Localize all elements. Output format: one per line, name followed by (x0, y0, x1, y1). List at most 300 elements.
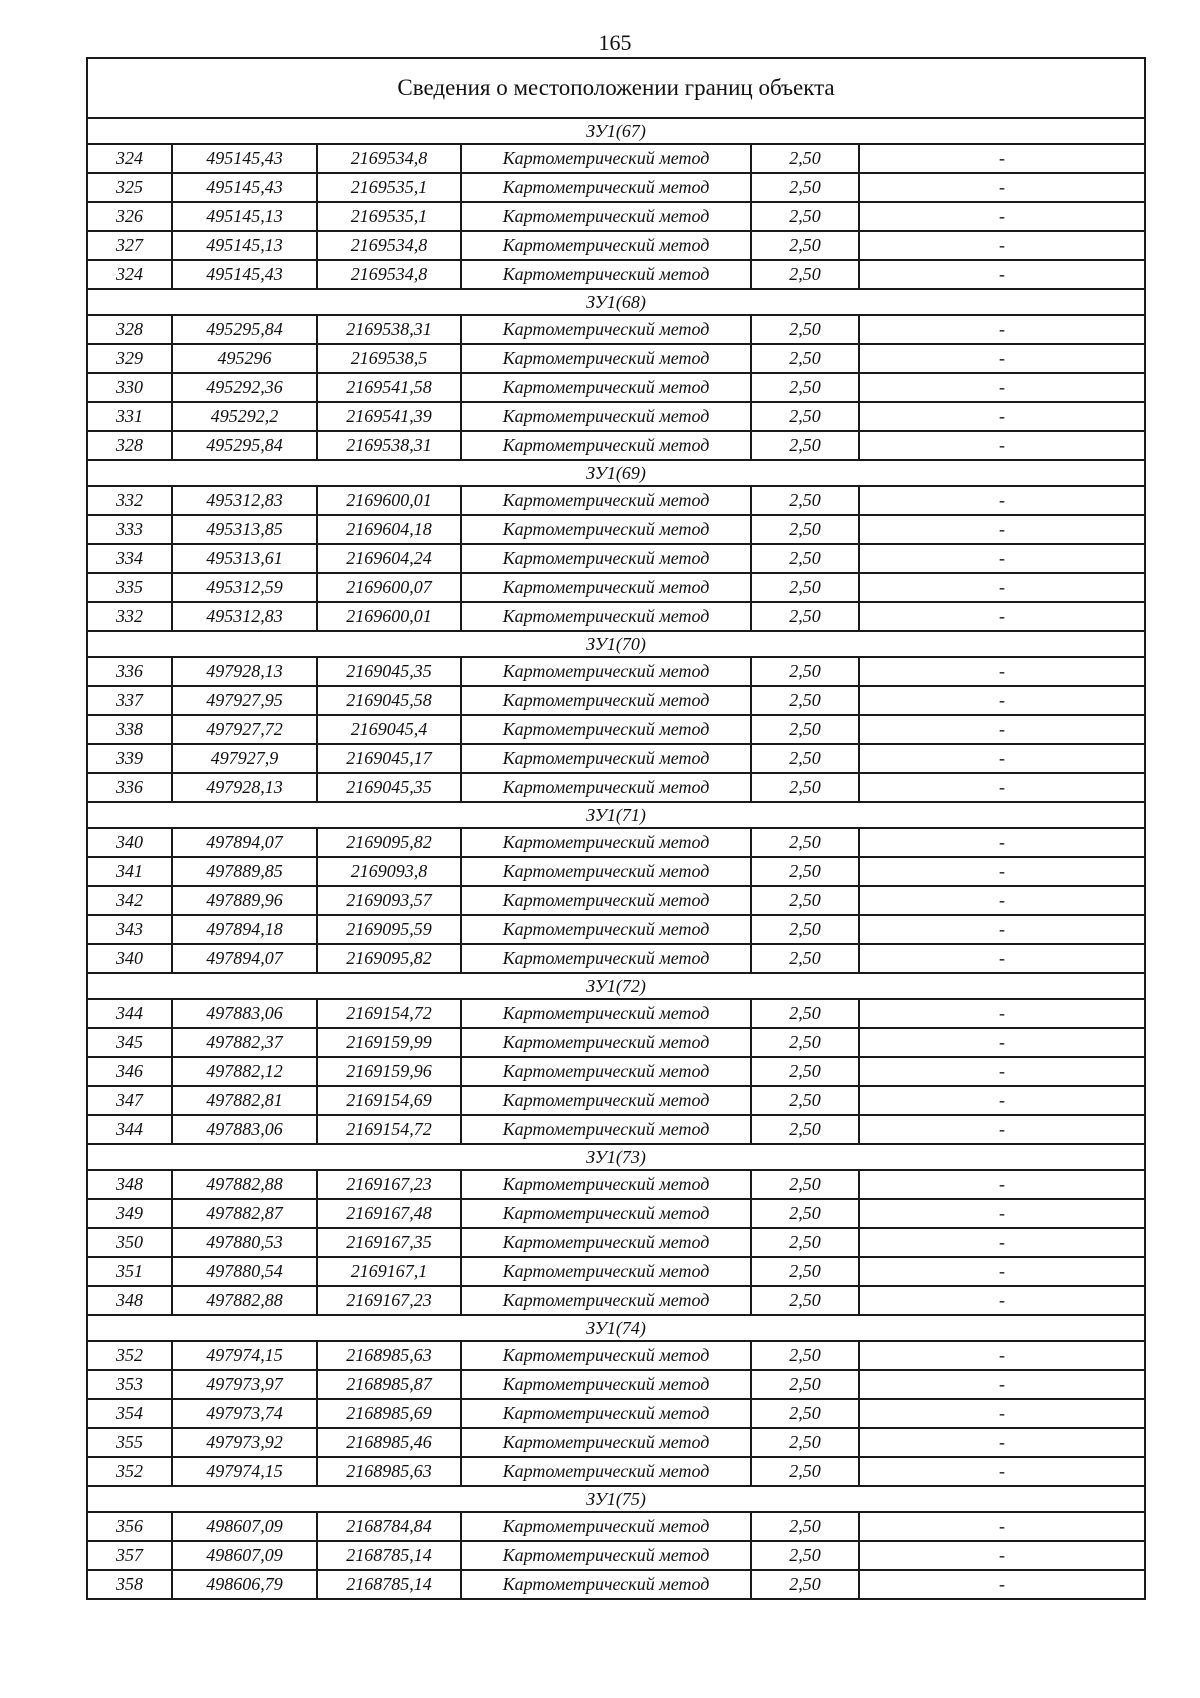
point-number-cell: 336 (87, 773, 172, 802)
point-number-cell: 357 (87, 1541, 172, 1570)
x-coordinate-cell: 497894,07 (172, 944, 317, 973)
point-number-cell: 353 (87, 1370, 172, 1399)
x-coordinate-cell: 495145,13 (172, 202, 317, 231)
accuracy-cell: 2,50 (751, 1228, 859, 1257)
description-cell: - (859, 886, 1145, 915)
point-number-cell: 348 (87, 1170, 172, 1199)
accuracy-cell: 2,50 (751, 1057, 859, 1086)
method-cell: Картометрический метод (461, 602, 751, 631)
x-coordinate-cell: 497927,9 (172, 744, 317, 773)
y-coordinate-cell: 2169541,58 (317, 373, 461, 402)
y-coordinate-cell: 2169045,17 (317, 744, 461, 773)
description-cell: - (859, 1428, 1145, 1457)
x-coordinate-cell: 497882,87 (172, 1199, 317, 1228)
y-coordinate-cell: 2169534,8 (317, 231, 461, 260)
point-number-cell: 344 (87, 1115, 172, 1144)
table-row (87, 402, 1145, 431)
table-row (87, 1086, 1145, 1115)
y-coordinate-cell: 2169045,35 (317, 773, 461, 802)
method-cell: Картометрический метод (461, 1570, 751, 1599)
table-row (87, 1170, 1145, 1199)
point-number-cell: 324 (87, 144, 172, 173)
y-coordinate-cell: 2168985,87 (317, 1370, 461, 1399)
method-cell: Картометрический метод (461, 1512, 751, 1541)
point-number-cell: 338 (87, 715, 172, 744)
point-number-cell: 325 (87, 173, 172, 202)
table-row (87, 744, 1145, 773)
y-coordinate-cell: 2168785,14 (317, 1541, 461, 1570)
y-coordinate-cell: 2169093,8 (317, 857, 461, 886)
method-cell: Картометрический метод (461, 173, 751, 202)
description-cell: - (859, 344, 1145, 373)
method-cell: Картометрический метод (461, 1286, 751, 1315)
x-coordinate-cell: 495312,83 (172, 486, 317, 515)
point-number-cell: 348 (87, 1286, 172, 1315)
method-cell: Картометрический метод (461, 915, 751, 944)
table-row (87, 1399, 1145, 1428)
y-coordinate-cell: 2169604,18 (317, 515, 461, 544)
x-coordinate-cell: 497974,15 (172, 1457, 317, 1486)
point-number-cell: 355 (87, 1428, 172, 1457)
point-number-cell: 337 (87, 686, 172, 715)
accuracy-cell: 2,50 (751, 1428, 859, 1457)
y-coordinate-cell: 2169541,39 (317, 402, 461, 431)
y-coordinate-cell: 2168985,46 (317, 1428, 461, 1457)
group-header-row (87, 973, 1145, 999)
method-cell: Картометрический метод (461, 373, 751, 402)
y-coordinate-cell: 2169535,1 (317, 202, 461, 231)
x-coordinate-cell: 495145,13 (172, 231, 317, 260)
x-coordinate-cell: 495292,2 (172, 402, 317, 431)
description-cell: - (859, 1228, 1145, 1257)
y-coordinate-cell: 2169538,31 (317, 315, 461, 344)
method-cell: Картометрический метод (461, 515, 751, 544)
y-coordinate-cell: 2168985,69 (317, 1399, 461, 1428)
x-coordinate-cell: 497882,88 (172, 1170, 317, 1199)
accuracy-cell: 2,50 (751, 431, 859, 460)
accuracy-cell: 2,50 (751, 773, 859, 802)
table-row (87, 773, 1145, 802)
method-cell: Картометрический метод (461, 431, 751, 460)
accuracy-cell: 2,50 (751, 1086, 859, 1115)
x-coordinate-cell: 497974,15 (172, 1341, 317, 1370)
description-cell: - (859, 1457, 1145, 1486)
point-number-cell: 340 (87, 828, 172, 857)
x-coordinate-cell: 497927,95 (172, 686, 317, 715)
group-header-row (87, 1144, 1145, 1170)
description-cell: - (859, 260, 1145, 289)
method-cell: Картометрический метод (461, 857, 751, 886)
y-coordinate-cell: 2168985,63 (317, 1457, 461, 1486)
method-cell: Картометрический метод (461, 231, 751, 260)
table-row (87, 544, 1145, 573)
description-cell: - (859, 1028, 1145, 1057)
description-cell: - (859, 944, 1145, 973)
y-coordinate-cell: 2169538,5 (317, 344, 461, 373)
method-cell: Картометрический метод (461, 1170, 751, 1199)
accuracy-cell: 2,50 (751, 1541, 859, 1570)
accuracy-cell: 2,50 (751, 857, 859, 886)
description-cell: - (859, 1286, 1145, 1315)
group-label: ЗУ1(70) (87, 631, 1145, 657)
y-coordinate-cell: 2168785,14 (317, 1570, 461, 1599)
point-number-cell: 331 (87, 402, 172, 431)
table-row (87, 915, 1145, 944)
description-cell: - (859, 202, 1145, 231)
table-row (87, 657, 1145, 686)
group-label: ЗУ1(72) (87, 973, 1145, 999)
table-row (87, 315, 1145, 344)
table-row (87, 1286, 1145, 1315)
point-number-cell: 335 (87, 573, 172, 602)
method-cell: Картометрический метод (461, 1457, 751, 1486)
x-coordinate-cell: 495313,85 (172, 515, 317, 544)
method-cell: Картометрический метод (461, 260, 751, 289)
description-cell: - (859, 315, 1145, 344)
method-cell: Картометрический метод (461, 657, 751, 686)
method-cell: Картометрический метод (461, 1257, 751, 1286)
table-row (87, 944, 1145, 973)
x-coordinate-cell: 497928,13 (172, 657, 317, 686)
table-row (87, 260, 1145, 289)
method-cell: Картометрический метод (461, 573, 751, 602)
method-cell: Картометрический метод (461, 202, 751, 231)
x-coordinate-cell: 498606,79 (172, 1570, 317, 1599)
description-cell: - (859, 1341, 1145, 1370)
accuracy-cell: 2,50 (751, 573, 859, 602)
accuracy-cell: 2,50 (751, 602, 859, 631)
x-coordinate-cell: 495145,43 (172, 144, 317, 173)
accuracy-cell: 2,50 (751, 886, 859, 915)
description-cell: - (859, 715, 1145, 744)
method-cell: Картометрический метод (461, 1428, 751, 1457)
x-coordinate-cell: 495145,43 (172, 260, 317, 289)
accuracy-cell: 2,50 (751, 1199, 859, 1228)
table-row (87, 602, 1145, 631)
accuracy-cell: 2,50 (751, 202, 859, 231)
method-cell: Картометрический метод (461, 402, 751, 431)
table-row (87, 202, 1145, 231)
x-coordinate-cell: 495295,84 (172, 315, 317, 344)
accuracy-cell: 2,50 (751, 231, 859, 260)
table-row (87, 828, 1145, 857)
y-coordinate-cell: 2168985,63 (317, 1341, 461, 1370)
description-cell: - (859, 857, 1145, 886)
y-coordinate-cell: 2168784,84 (317, 1512, 461, 1541)
x-coordinate-cell: 495296 (172, 344, 317, 373)
accuracy-cell: 2,50 (751, 515, 859, 544)
point-number-cell: 346 (87, 1057, 172, 1086)
table-row (87, 486, 1145, 515)
description-cell: - (859, 657, 1145, 686)
x-coordinate-cell: 495312,83 (172, 602, 317, 631)
table-row (87, 686, 1145, 715)
table-row (87, 999, 1145, 1028)
table-row (87, 431, 1145, 460)
point-number-cell: 345 (87, 1028, 172, 1057)
y-coordinate-cell: 2169095,59 (317, 915, 461, 944)
y-coordinate-cell: 2169534,8 (317, 260, 461, 289)
description-cell: - (859, 173, 1145, 202)
x-coordinate-cell: 497882,81 (172, 1086, 317, 1115)
point-number-cell: 354 (87, 1399, 172, 1428)
x-coordinate-cell: 495292,36 (172, 373, 317, 402)
description-cell: - (859, 1199, 1145, 1228)
group-header-row (87, 1486, 1145, 1512)
y-coordinate-cell: 2169600,01 (317, 486, 461, 515)
accuracy-cell: 2,50 (751, 1512, 859, 1541)
y-coordinate-cell: 2169167,48 (317, 1199, 461, 1228)
point-number-cell: 328 (87, 315, 172, 344)
table-row (87, 173, 1145, 202)
method-cell: Картометрический метод (461, 1370, 751, 1399)
method-cell: Картометрический метод (461, 315, 751, 344)
table-row (87, 573, 1145, 602)
point-number-cell: 347 (87, 1086, 172, 1115)
description-cell: - (859, 828, 1145, 857)
y-coordinate-cell: 2169167,35 (317, 1228, 461, 1257)
table-row (87, 1228, 1145, 1257)
accuracy-cell: 2,50 (751, 1370, 859, 1399)
group-header-row (87, 1315, 1145, 1341)
description-cell: - (859, 744, 1145, 773)
description-cell: - (859, 1170, 1145, 1199)
y-coordinate-cell: 2169159,96 (317, 1057, 461, 1086)
accuracy-cell: 2,50 (751, 173, 859, 202)
description-cell: - (859, 431, 1145, 460)
point-number-cell: 330 (87, 373, 172, 402)
point-number-cell: 342 (87, 886, 172, 915)
group-header-row (87, 460, 1145, 486)
point-number-cell: 341 (87, 857, 172, 886)
x-coordinate-cell: 497880,54 (172, 1257, 317, 1286)
method-cell: Картометрический метод (461, 1341, 751, 1370)
y-coordinate-cell: 2169095,82 (317, 828, 461, 857)
group-label: ЗУ1(68) (87, 289, 1145, 315)
y-coordinate-cell: 2169167,23 (317, 1286, 461, 1315)
point-number-cell: 349 (87, 1199, 172, 1228)
point-number-cell: 340 (87, 944, 172, 973)
point-number-cell: 336 (87, 657, 172, 686)
x-coordinate-cell: 497882,88 (172, 1286, 317, 1315)
y-coordinate-cell: 2169095,82 (317, 944, 461, 973)
description-cell: - (859, 602, 1145, 631)
x-coordinate-cell: 497928,13 (172, 773, 317, 802)
point-number-cell: 332 (87, 486, 172, 515)
group-label: ЗУ1(67) (87, 118, 1145, 144)
group-label: ЗУ1(71) (87, 802, 1145, 828)
table-row (87, 344, 1145, 373)
table-row (87, 1199, 1145, 1228)
accuracy-cell: 2,50 (751, 1399, 859, 1428)
method-cell: Картометрический метод (461, 886, 751, 915)
table-title: Сведения о местоположении границ объекта (87, 58, 1145, 118)
y-coordinate-cell: 2169159,99 (317, 1028, 461, 1057)
y-coordinate-cell: 2169045,58 (317, 686, 461, 715)
accuracy-cell: 2,50 (751, 1028, 859, 1057)
description-cell: - (859, 999, 1145, 1028)
point-number-cell: 332 (87, 602, 172, 631)
accuracy-cell: 2,50 (751, 715, 859, 744)
accuracy-cell: 2,50 (751, 344, 859, 373)
point-number-cell: 358 (87, 1570, 172, 1599)
table-row (87, 1428, 1145, 1457)
description-cell: - (859, 1570, 1145, 1599)
y-coordinate-cell: 2169045,4 (317, 715, 461, 744)
description-cell: - (859, 1370, 1145, 1399)
x-coordinate-cell: 495145,43 (172, 173, 317, 202)
description-cell: - (859, 373, 1145, 402)
point-number-cell: 352 (87, 1341, 172, 1370)
point-number-cell: 350 (87, 1228, 172, 1257)
point-number-cell: 352 (87, 1457, 172, 1486)
accuracy-cell: 2,50 (751, 1115, 859, 1144)
method-cell: Картометрический метод (461, 1228, 751, 1257)
accuracy-cell: 2,50 (751, 373, 859, 402)
method-cell: Картометрический метод (461, 715, 751, 744)
y-coordinate-cell: 2169154,72 (317, 999, 461, 1028)
accuracy-cell: 2,50 (751, 1257, 859, 1286)
description-cell: - (859, 1541, 1145, 1570)
method-cell: Картометрический метод (461, 1399, 751, 1428)
y-coordinate-cell: 2169600,01 (317, 602, 461, 631)
table-row (87, 515, 1145, 544)
group-header-row (87, 631, 1145, 657)
method-cell: Картометрический метод (461, 544, 751, 573)
method-cell: Картометрический метод (461, 1028, 751, 1057)
description-cell: - (859, 1399, 1145, 1428)
table-row (87, 231, 1145, 260)
description-cell: - (859, 1512, 1145, 1541)
boundary-table (86, 57, 1146, 1600)
accuracy-cell: 2,50 (751, 1341, 859, 1370)
table-row (87, 857, 1145, 886)
point-number-cell: 351 (87, 1257, 172, 1286)
accuracy-cell: 2,50 (751, 1170, 859, 1199)
table-row (87, 1341, 1145, 1370)
y-coordinate-cell: 2169538,31 (317, 431, 461, 460)
x-coordinate-cell: 497927,72 (172, 715, 317, 744)
y-coordinate-cell: 2169154,69 (317, 1086, 461, 1115)
accuracy-cell: 2,50 (751, 1570, 859, 1599)
point-number-cell: 329 (87, 344, 172, 373)
x-coordinate-cell: 497973,74 (172, 1399, 317, 1428)
table-row (87, 144, 1145, 173)
accuracy-cell: 2,50 (751, 744, 859, 773)
description-cell: - (859, 515, 1145, 544)
description-cell: - (859, 573, 1145, 602)
method-cell: Картометрический метод (461, 828, 751, 857)
y-coordinate-cell: 2169535,1 (317, 173, 461, 202)
description-cell: - (859, 402, 1145, 431)
x-coordinate-cell: 497889,96 (172, 886, 317, 915)
x-coordinate-cell: 497973,97 (172, 1370, 317, 1399)
x-coordinate-cell: 498607,09 (172, 1541, 317, 1570)
method-cell: Картометрический метод (461, 344, 751, 373)
group-label: ЗУ1(75) (87, 1486, 1145, 1512)
method-cell: Картометрический метод (461, 773, 751, 802)
description-cell: - (859, 544, 1145, 573)
point-number-cell: 343 (87, 915, 172, 944)
table-row (87, 1370, 1145, 1399)
method-cell: Картометрический метод (461, 1115, 751, 1144)
group-label: ЗУ1(69) (87, 460, 1145, 486)
method-cell: Картометрический метод (461, 744, 751, 773)
page-number: 165 (598, 30, 632, 55)
x-coordinate-cell: 498607,09 (172, 1512, 317, 1541)
y-coordinate-cell: 2169167,23 (317, 1170, 461, 1199)
group-header-row (87, 118, 1145, 144)
accuracy-cell: 2,50 (751, 544, 859, 573)
accuracy-cell: 2,50 (751, 944, 859, 973)
table-title-row (87, 58, 1145, 118)
accuracy-cell: 2,50 (751, 315, 859, 344)
table-row (87, 1457, 1145, 1486)
table-row (87, 715, 1145, 744)
description-cell: - (859, 1057, 1145, 1086)
description-cell: - (859, 231, 1145, 260)
x-coordinate-cell: 497882,12 (172, 1057, 317, 1086)
accuracy-cell: 2,50 (751, 1457, 859, 1486)
table-row (87, 1512, 1145, 1541)
point-number-cell: 356 (87, 1512, 172, 1541)
table-row (87, 1028, 1145, 1057)
accuracy-cell: 2,50 (751, 144, 859, 173)
method-cell: Картометрический метод (461, 1541, 751, 1570)
table-body (87, 58, 1145, 1599)
y-coordinate-cell: 2169167,1 (317, 1257, 461, 1286)
point-number-cell: 328 (87, 431, 172, 460)
point-number-cell: 327 (87, 231, 172, 260)
method-cell: Картометрический метод (461, 1057, 751, 1086)
description-cell: - (859, 1115, 1145, 1144)
y-coordinate-cell: 2169045,35 (317, 657, 461, 686)
method-cell: Картометрический метод (461, 1199, 751, 1228)
accuracy-cell: 2,50 (751, 486, 859, 515)
description-cell: - (859, 773, 1145, 802)
point-number-cell: 333 (87, 515, 172, 544)
description-cell: - (859, 915, 1145, 944)
description-cell: - (859, 144, 1145, 173)
description-cell: - (859, 686, 1145, 715)
method-cell: Картометрический метод (461, 1086, 751, 1115)
method-cell: Картометрический метод (461, 144, 751, 173)
method-cell: Картометрический метод (461, 999, 751, 1028)
group-header-row (87, 289, 1145, 315)
accuracy-cell: 2,50 (751, 657, 859, 686)
table-row (87, 1257, 1145, 1286)
x-coordinate-cell: 495312,59 (172, 573, 317, 602)
x-coordinate-cell: 497883,06 (172, 1115, 317, 1144)
y-coordinate-cell: 2169604,24 (317, 544, 461, 573)
accuracy-cell: 2,50 (751, 915, 859, 944)
point-number-cell: 339 (87, 744, 172, 773)
point-number-cell: 324 (87, 260, 172, 289)
group-header-row (87, 802, 1145, 828)
description-cell: - (859, 486, 1145, 515)
point-number-cell: 326 (87, 202, 172, 231)
x-coordinate-cell: 497973,92 (172, 1428, 317, 1457)
table-row (87, 1541, 1145, 1570)
x-coordinate-cell: 495313,61 (172, 544, 317, 573)
y-coordinate-cell: 2169534,8 (317, 144, 461, 173)
table-row (87, 886, 1145, 915)
accuracy-cell: 2,50 (751, 260, 859, 289)
x-coordinate-cell: 495295,84 (172, 431, 317, 460)
group-label: ЗУ1(74) (87, 1315, 1145, 1341)
x-coordinate-cell: 497883,06 (172, 999, 317, 1028)
x-coordinate-cell: 497880,53 (172, 1228, 317, 1257)
